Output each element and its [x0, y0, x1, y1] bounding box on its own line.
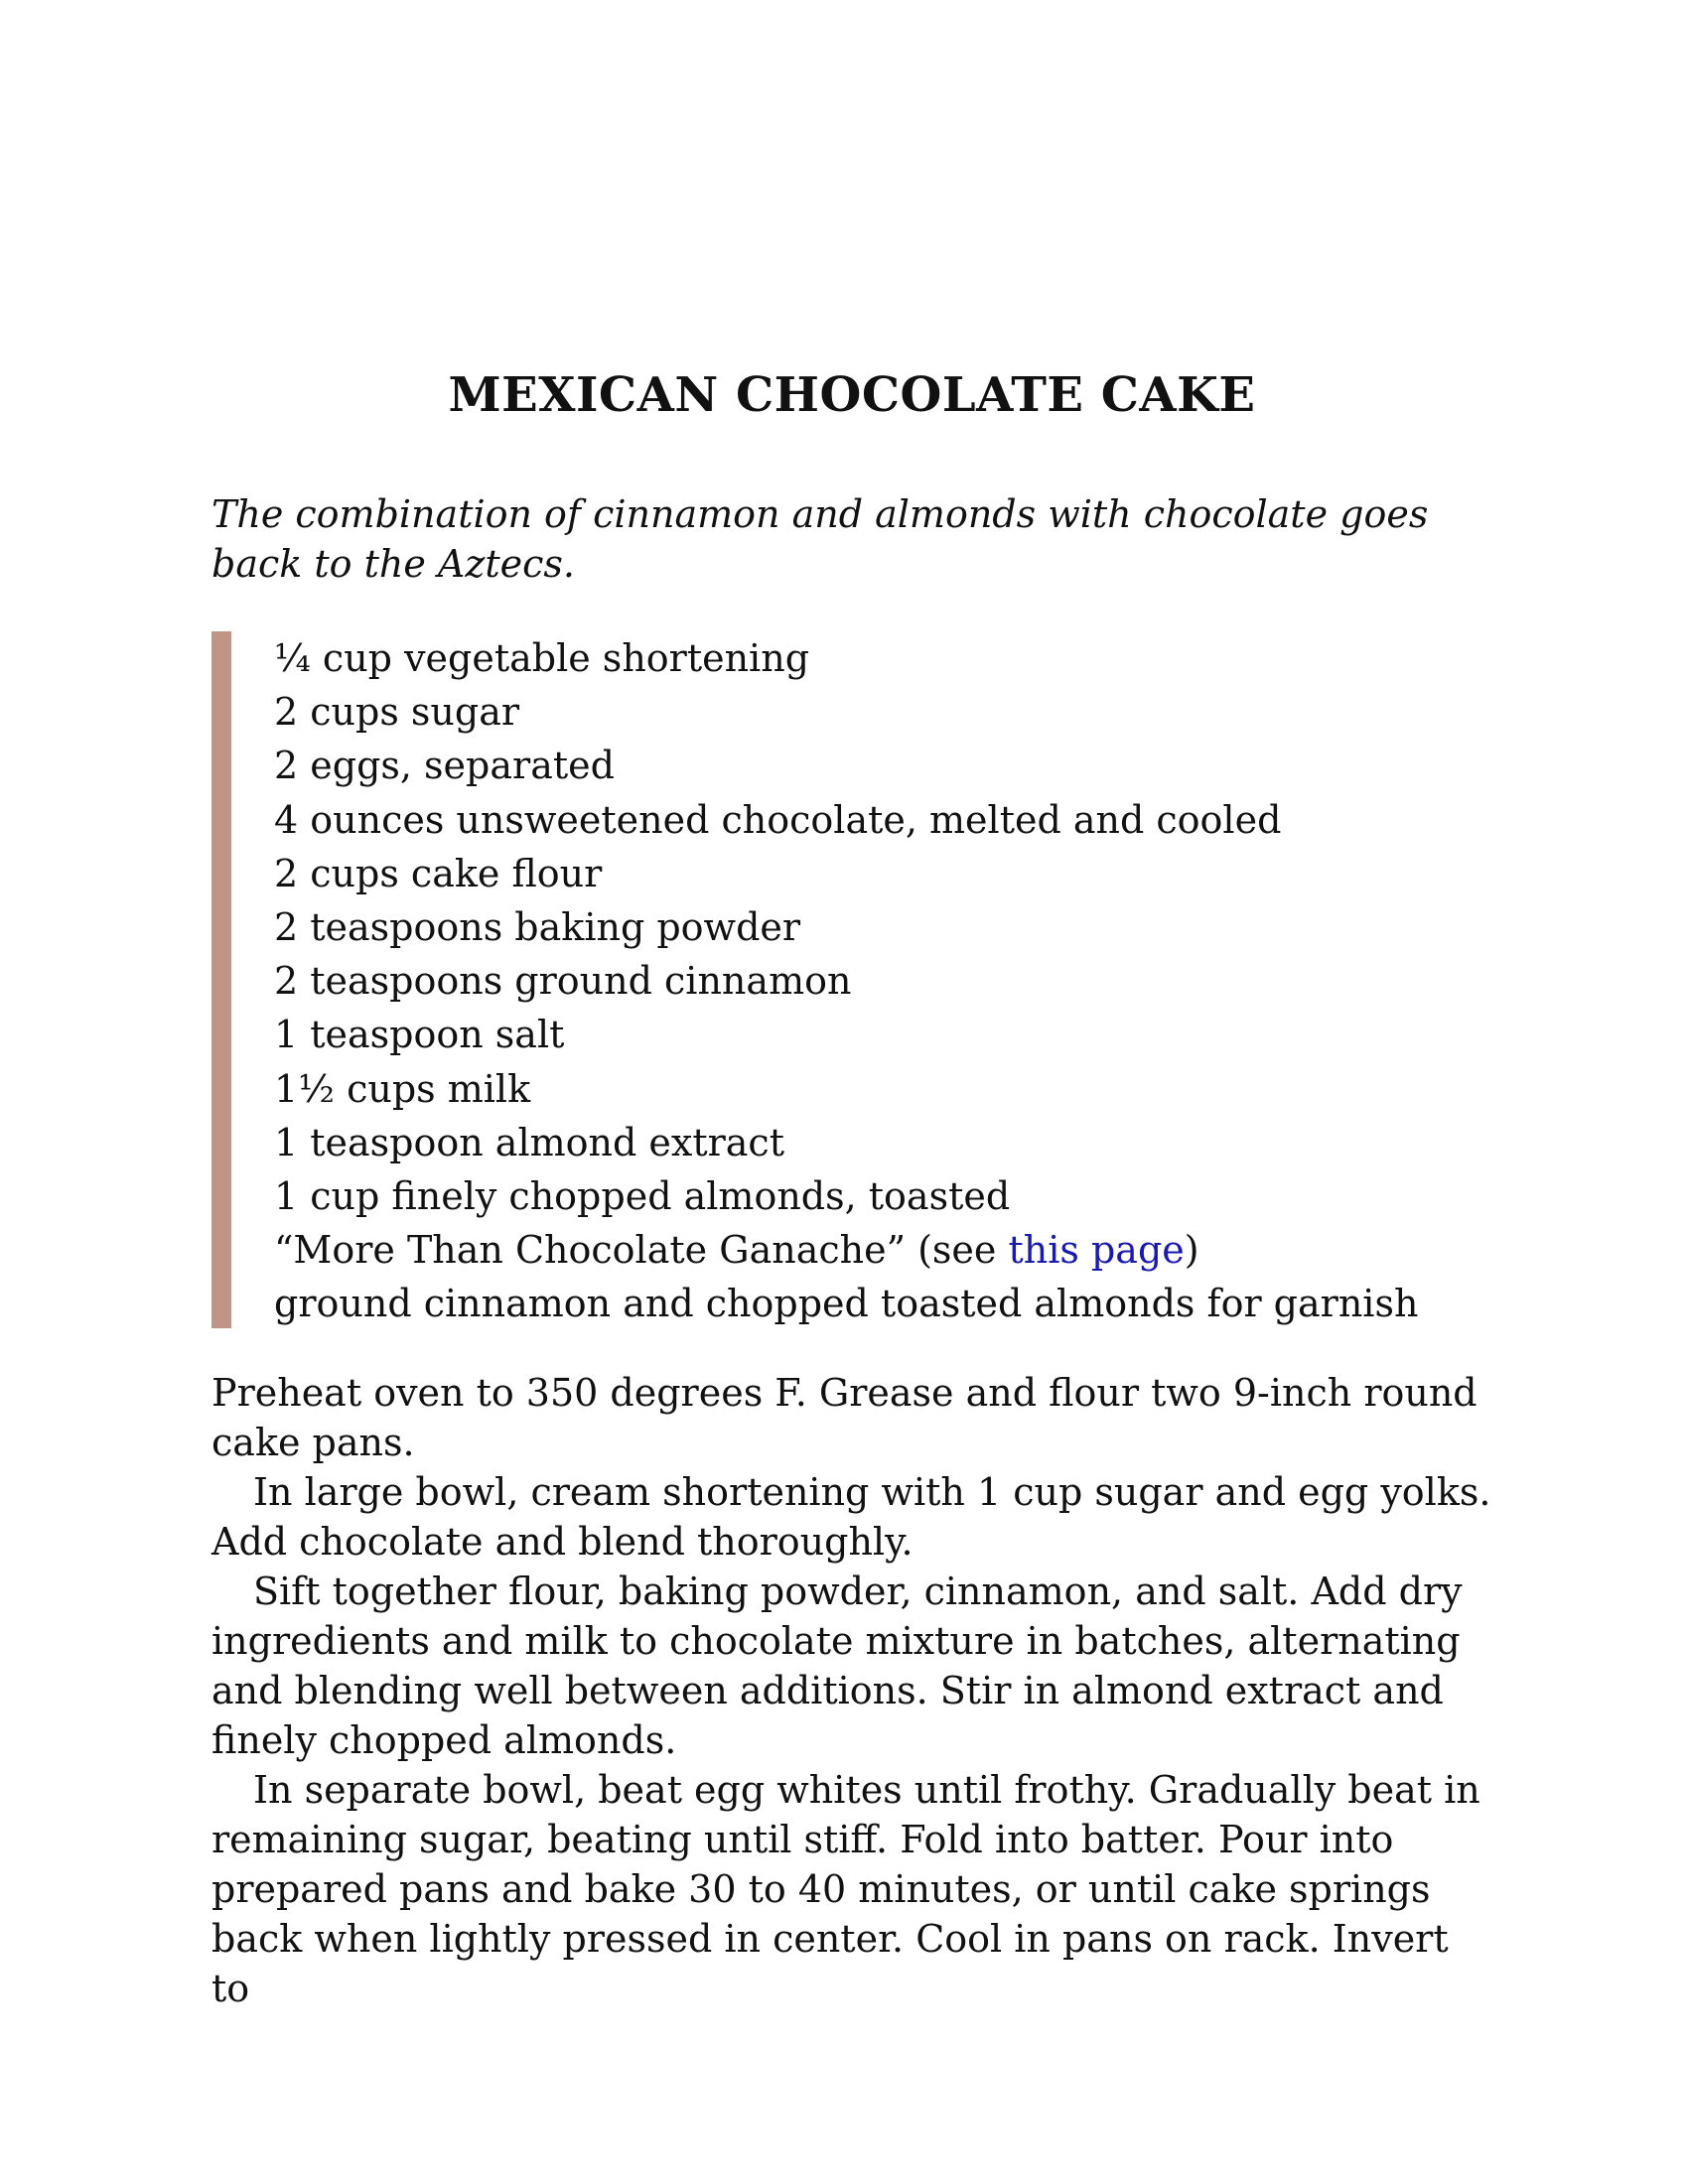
- ganache-text-before: “More Than Chocolate Ganache” (see: [274, 1228, 1009, 1273]
- ingredient-accent-bar: [211, 631, 231, 1328]
- ingredient-item: 1½ cups milk: [274, 1066, 531, 1111]
- ingredient-item: 1 teaspoon almond extract: [274, 1120, 784, 1164]
- recipe-intro: The combination of cinnamon and almonds with chocolate goes back to the Aztecs.: [211, 492, 1429, 586]
- method-step: In separate bowl, beat egg whites until frothy. Gradually beat in remaining sugar, beating until stiff. Fold into batter. Pour into prepared pans and bake 30 to 40 minutes, or until cake springs back when lightly pressed in center. Cool in pans on rack. Invert to: [211, 1768, 1480, 2010]
- method-step: In large bowl, cream shortening with 1 cup sugar and egg yolks. Add chocolate and blend thoroughly.: [211, 1470, 1491, 1564]
- recipe-title: MEXICAN CHOCOLATE CAKE: [448, 367, 1256, 423]
- ingredient-item-garnish: ground cinnamon and chopped toasted almonds for garnish: [274, 1282, 1419, 1326]
- ingredient-item: 2 teaspoons baking powder: [274, 905, 801, 950]
- ganache-text-after: ): [1184, 1228, 1199, 1273]
- recipe-method: [211, 1368, 1492, 2013]
- ingredient-item: ¼ cup vegetable shortening: [274, 636, 810, 680]
- method-step: Preheat oven to 350 degrees F. Grease and flour two 9-inch round cake pans.: [211, 1371, 1477, 1464]
- this-page-link[interactable]: this page: [1008, 1228, 1185, 1273]
- ingredient-item: 4 ounces unsweetened chocolate, melted and cooled: [274, 797, 1282, 842]
- ingredient-list: [211, 631, 1492, 1331]
- ingredient-item: 2 eggs, separated: [274, 744, 615, 788]
- ingredient-item: 2 cups cake flour: [274, 851, 603, 895]
- ingredient-item-ganache: [274, 1223, 1492, 1277]
- ingredient-item: 1 cup finely chopped almonds, toasted: [274, 1174, 1011, 1219]
- ingredient-item: 2 cups sugar: [274, 690, 520, 735]
- ingredient-item: 2 teaspoons ground cinnamon: [274, 959, 852, 1004]
- method-step: Sift together flour, baking powder, cinnamon, and salt. Add dry ingredients and milk to chocolate mixture in batches, alternating and blending well between additions. Stir in almond extract and finely chopped almonds.: [211, 1570, 1463, 1762]
- ingredient-item: 1 teaspoon salt: [274, 1013, 565, 1057]
